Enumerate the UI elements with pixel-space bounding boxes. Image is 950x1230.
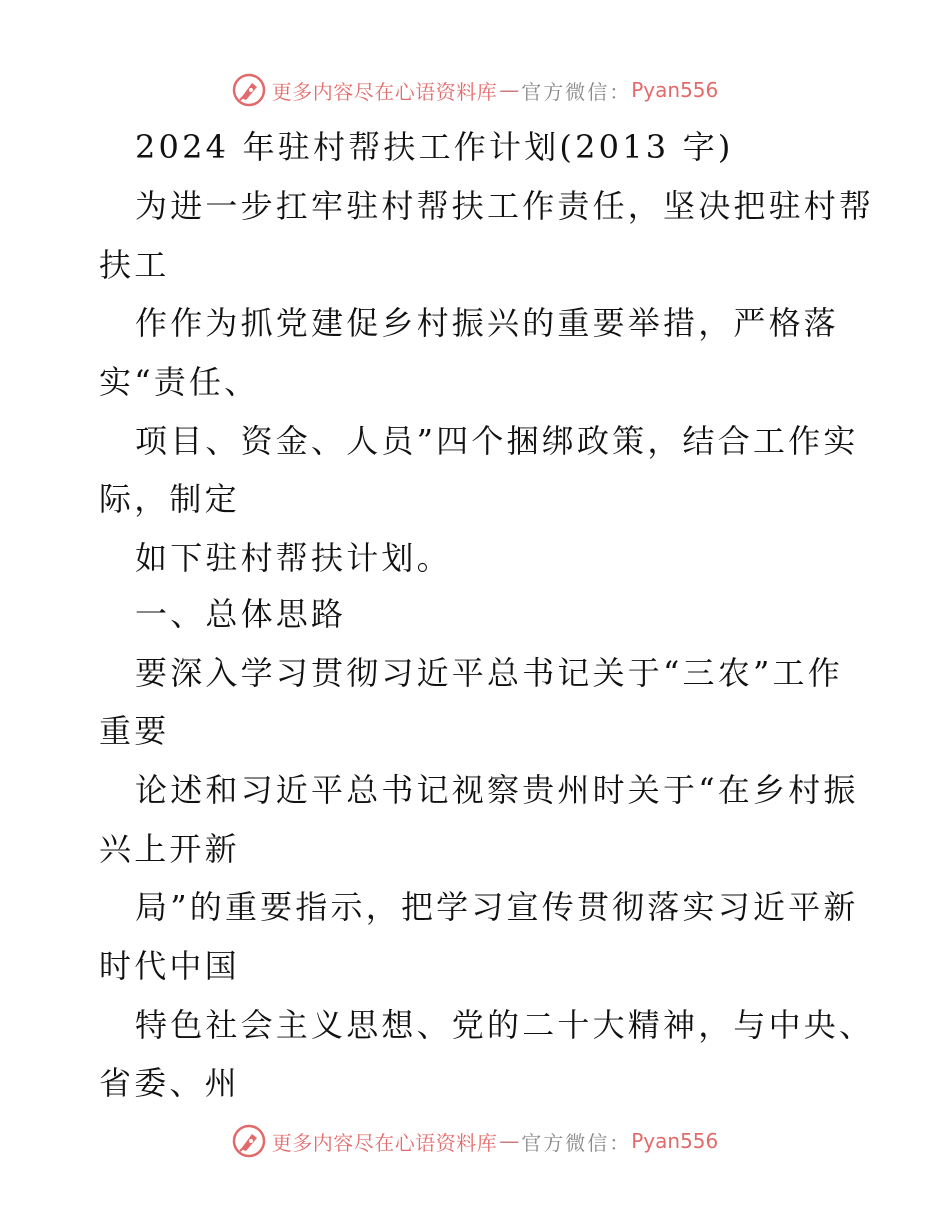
paragraph-line: 为进一步扛牢驻村帮扶工作责任，坚决把驻村帮 [135, 187, 875, 225]
watermark-wechat-id: Pyan556 [631, 1129, 719, 1153]
paragraph-line: 特色社会主义思想、党的二十大精神，与中央、 [135, 1006, 875, 1044]
watermark-dash: — [499, 1129, 520, 1153]
paragraph-line: 扶工 [99, 246, 170, 284]
watermark-dash: — [499, 78, 520, 102]
paragraph-line: 项目、资金、人员”四个捆绑政策，结合工作实 [135, 422, 859, 460]
watermark-label: 官方微信： [521, 1130, 632, 1155]
watermark-text: 更多内容尽在心语资料库 [271, 1130, 498, 1155]
section-heading: 一、总体思路 [135, 595, 347, 633]
paragraph-line: 重要 [99, 712, 170, 750]
document-title: 2024 年驻村帮扶工作计划(2013 字) [135, 128, 734, 166]
header-watermark [0, 70, 950, 110]
footer-watermark [0, 1121, 950, 1161]
pen-nib-seal-icon [232, 1124, 266, 1158]
paragraph-line: 省委、州 [99, 1064, 240, 1102]
paragraph-line: 论述和习近平总书记视察贵州时关于“在乡村振 [135, 771, 859, 809]
paragraph-line: 局”的重要指示，把学习宣传贯彻落实习近平新 [135, 888, 859, 926]
watermark-text: 更多内容尽在心语资料库 [271, 79, 498, 104]
paragraph-line: 时代中国 [99, 947, 240, 985]
paragraph-line: 要深入学习贯彻习近平总书记关于“三农”工作 [135, 654, 843, 692]
paragraph-line: 际，制定 [99, 480, 240, 518]
paragraph-line: 实“责任、 [99, 363, 260, 401]
paragraph-line: 作作为抓党建促乡村振兴的重要举措，严格落 [135, 304, 840, 342]
watermark-label: 官方微信： [521, 79, 632, 104]
pen-nib-seal-icon [232, 73, 266, 107]
paragraph-line: 兴上开新 [99, 830, 240, 868]
paragraph-line: 如下驻村帮扶计划。 [135, 539, 452, 577]
watermark-wechat-id: Pyan556 [631, 78, 719, 102]
